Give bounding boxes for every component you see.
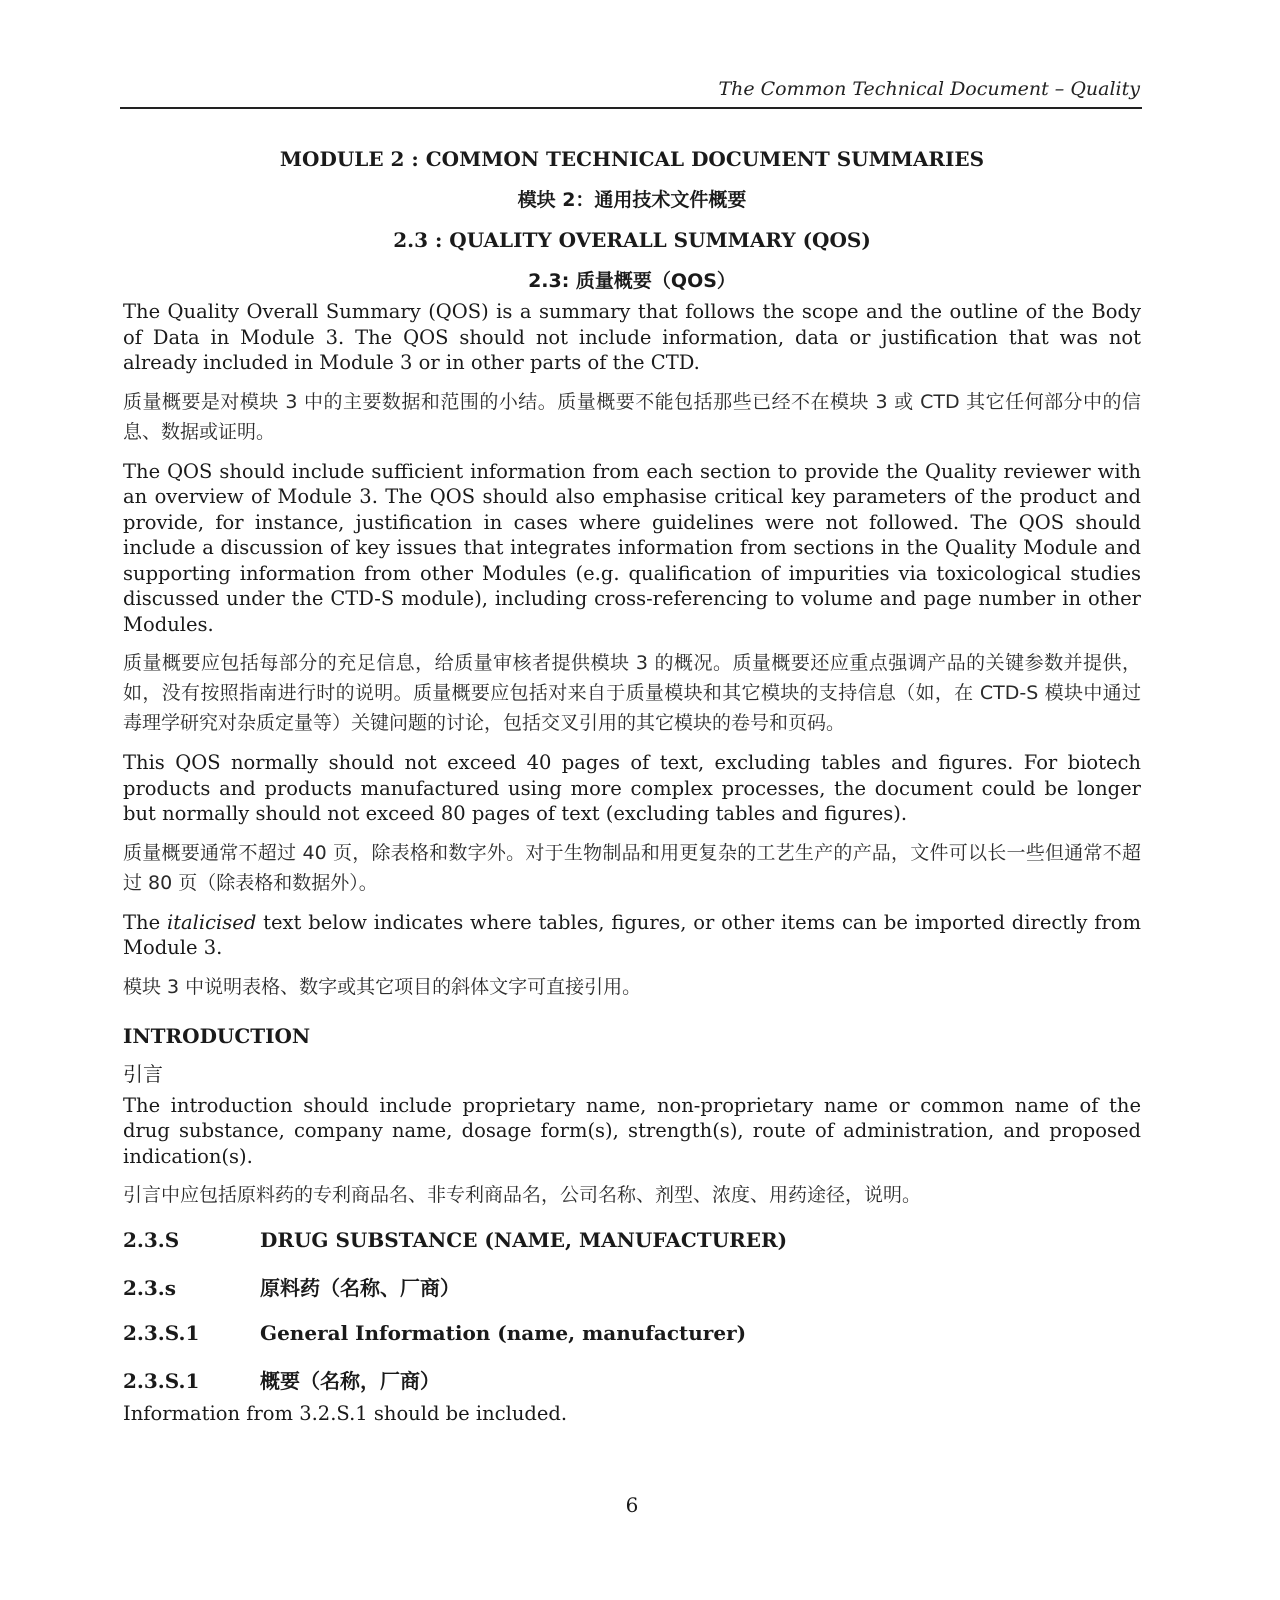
paragraph-qos-content-cn: 质量概要应包括每部分的充足信息，给质量审核者提供模块 3 的概况。质量概要还应重点强调产品的关键参数并提供，如，没有按照指南进行时的说明。质量概要应包括对来自于质量模块和其它模块的支持信息（如，在 CTD-S 模块中通过毒理学研究对杂质定量等）关键问题的讨论，包括交叉引用的其它模块的卷号和页码。: [123, 652, 1141, 734]
introduction-body-cn: 引言中应包括原料药的专利商品名、非专利商品名，公司名称、剂型、浓度、用药途径，说明。: [123, 1184, 922, 1206]
italic-note-post: text below indicates where tables, figures, or other items can be imported directly from Module 3.: [123, 910, 1141, 959]
section-heading-cn: [123, 1272, 1141, 1301]
qos-heading: 2.3 : QUALITY OVERALL SUMMARY (QOS): [393, 228, 871, 252]
paragraph-qos-length-cn: 质量概要通常不超过 40 页，除表格和数字外。对于生物制品和用更复杂的工艺生产的产品，文件可以长一些但通常不超过 80 页（除表格和数据外）。: [123, 841, 1141, 894]
paragraph-qos-length: This QOS normally should not exceed 40 pages of text, excluding tables and figures. For biotech products and products manufactured using more complex processes, the document could be longer but normally should not exceed 80 pages of text (excluding tables and figures).: [123, 751, 1141, 825]
subsection-heading-cn: [123, 1365, 1141, 1394]
section-heading: [123, 1228, 1141, 1252]
introduction-heading-cn: 引言: [123, 1061, 163, 1086]
section-number: 2.3.S.1: [123, 1321, 200, 1345]
paragraph-qos-content: The QOS should include sufficient information from each section to provide the Quality reviewer with an overview of Module 3. The QOS should also emphasise critical key parameters of the product and provide, for instance, justification in cases where guidelines were not followed. The QOS should include a discussion of key issues that integrates information from sections in the Quality Module and supporting information from other Modules (e.g. qualification of impurities via toxicological studies discussed under the CTD-S module), including cross-referencing to volume and page number in other Modules.: [123, 459, 1141, 636]
section-title: General Information (name, manufacturer): [260, 1321, 747, 1345]
header-rule: [120, 107, 1142, 109]
introduction-body: The introduction should include proprietary name, non-proprietary name or common name of the drug substance, company name, dosage form(s), strength(s), route of administration, and proposed indication(s).: [123, 1093, 1141, 1168]
paragraph-qos-definition: The Quality Overall Summary (QOS) is a summary that follows the scope and the outline of the Body of Data in Module 3. The QOS should not include information, data or justification that was not already included in Module 3 or in other parts of the CTD.: [123, 300, 1141, 374]
page-number: 6: [625, 1493, 639, 1517]
italic-note-pre: The: [123, 910, 167, 934]
section-number: 2.3.S: [123, 1228, 180, 1252]
paragraph-qos-definition-cn: 质量概要是对模块 3 中的主要数据和范围的小结。质量概要不能包括那些已经不在模块 3 或 CTD 其它任何部分中的信息、数据或证明。: [123, 390, 1141, 443]
module-heading: MODULE 2 : COMMON TECHNICAL DOCUMENT SUMMARIES: [279, 147, 985, 171]
section-number: 2.3.S.1: [123, 1369, 200, 1393]
page-content: [123, 143, 1141, 1425]
introduction-heading: INTRODUCTION: [123, 1023, 311, 1048]
italic-note-emphasis: italicised: [166, 910, 257, 934]
subsection-heading: [123, 1321, 1141, 1345]
section-title: DRUG SUBSTANCE (NAME, MANUFACTURER): [260, 1228, 788, 1252]
paragraph-italic-note-cn: 模块 3 中说明表格、数字或其它项目的斜体文字可直接引用。: [123, 975, 642, 998]
section-list: [123, 1228, 1141, 1394]
section-title: 概要（名称，厂商）: [260, 1369, 440, 1393]
section-number: 2.3.s: [123, 1276, 177, 1300]
info-line: Information from 3.2.S.1 should be included.: [123, 1402, 568, 1425]
module-heading-cn: 模块 2：通用技术文件概要: [517, 189, 747, 211]
section-title: 原料药（名称、厂商）: [260, 1276, 460, 1300]
paragraph-italic-note: [123, 910, 1141, 961]
qos-heading-cn: 2.3: 质量概要（QOS）: [528, 270, 736, 292]
running-header: The Common Technical Document – Quality: [718, 78, 1140, 100]
